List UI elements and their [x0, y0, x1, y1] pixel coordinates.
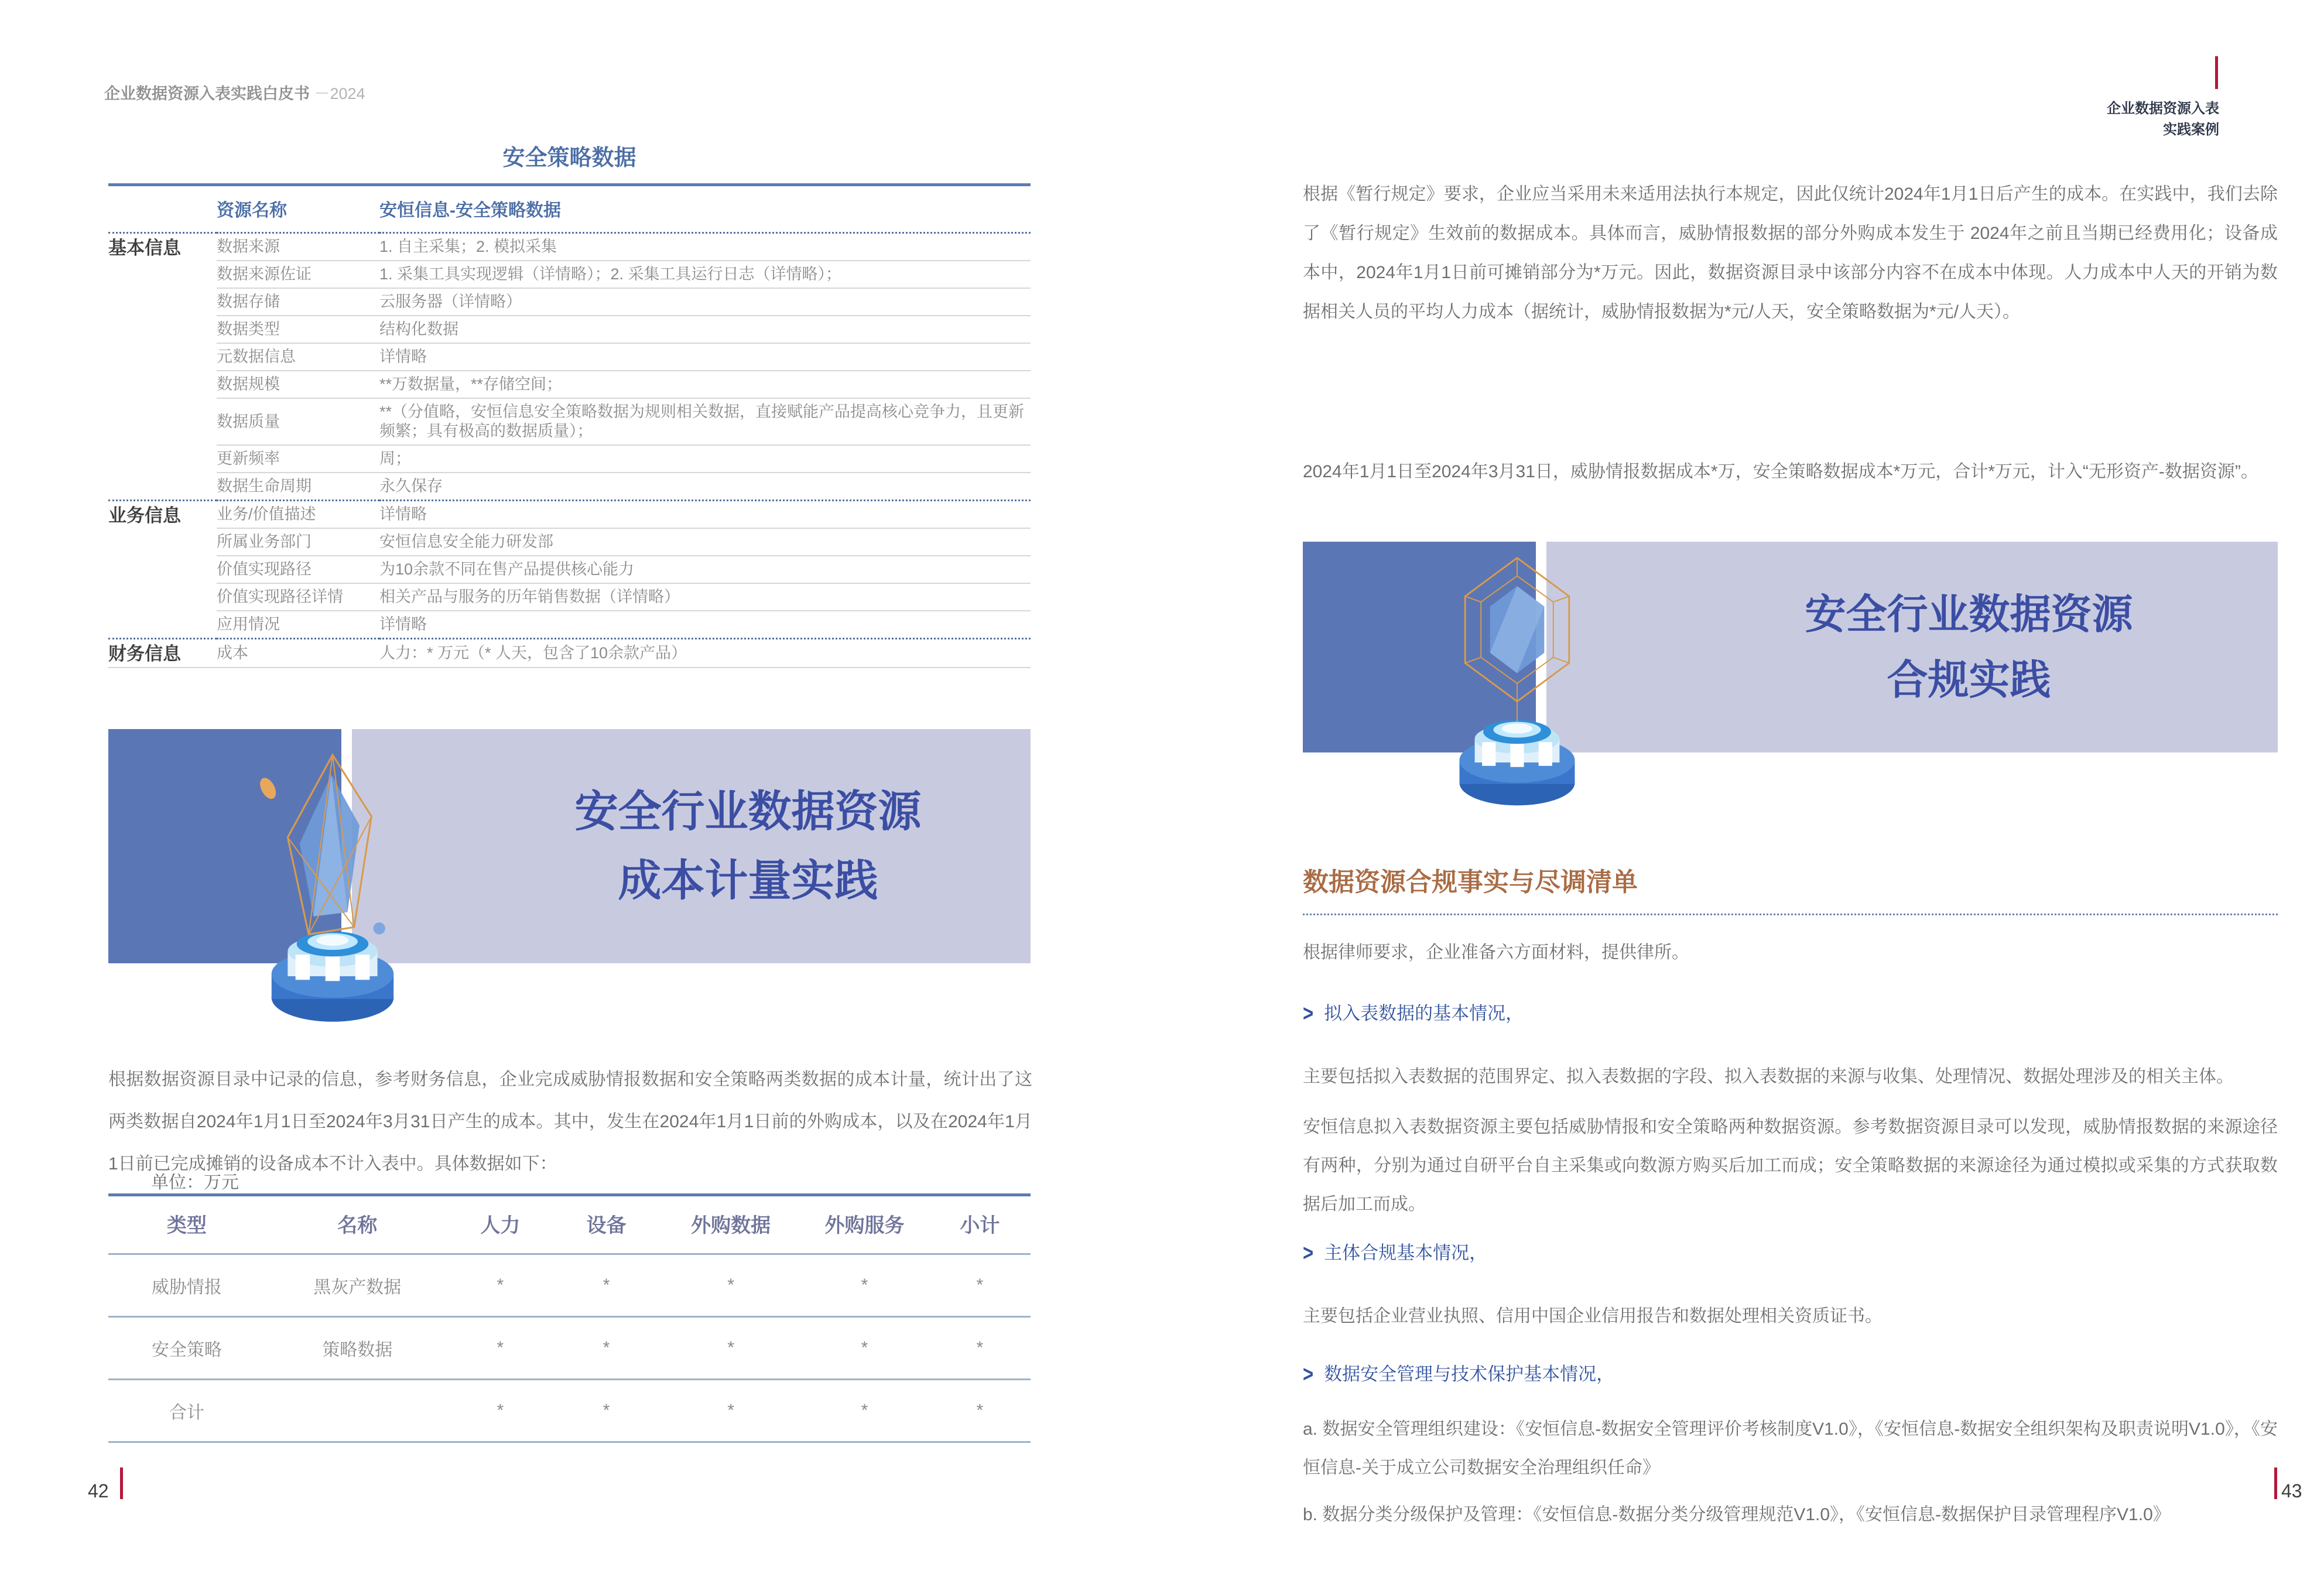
row-name: 所属业务部门 [217, 528, 379, 556]
table-row [108, 343, 1031, 371]
row-name: 数据生命周期 [217, 477, 312, 495]
row-value: 永久保存 [379, 477, 443, 495]
cost-cell: * [450, 1254, 551, 1317]
bullet-paragraph: b. 数据分类分级保护及管理：《安恒信息-数据分类分级管理规范V1.0》，《安恒信息-数据保护目录管理程序V1.0》 [1303, 1505, 2171, 1524]
row-value: 1. 采集工具实现逻辑（详情略）；2. 采集工具运行日志（详情略）； [379, 261, 1031, 288]
row-value: 为10余款不同在售产品提供核心能力 [379, 556, 1031, 583]
page-number-left: 42 [88, 1480, 109, 1501]
bullet-paragraph: 安恒信息拟入表数据资源主要包括威胁情报和安全策略两种数据资源。参考数据资源目录可以发现，威胁情报数据的来源途径有两种，分别为通过自研平台自主采集或向数源方购买后加工而成；安全策略数据的来源途径为通过模拟或采集的方式获取数据后加工而成。 [1303, 1117, 2278, 1214]
group-label: 业务信息 [108, 505, 181, 526]
cost-cell: * [551, 1380, 662, 1442]
section-heading-rule [1303, 914, 2278, 915]
bullet-label: 数据安全管理与技术保护基本情况， [1324, 1364, 1615, 1384]
group-label: 财务信息 [108, 644, 181, 664]
bullet-label: 主体合规基本情况， [1324, 1243, 1488, 1263]
cost-header: 类型 [108, 1196, 265, 1254]
page-number-red-bar [2274, 1467, 2277, 1499]
banner-title-line2: 成本计量实践 [618, 856, 878, 905]
cost-cell: * [662, 1317, 800, 1380]
row-value: **万数据量，**存储空间； [379, 371, 1031, 398]
cost-header: 外购数据 [662, 1196, 800, 1254]
table-row [108, 1254, 1031, 1317]
row-value: 详情略 [379, 343, 1031, 371]
corner-title-line1: 企业数据资源入表 [2107, 101, 2219, 117]
bullet-item-3 [1303, 1359, 2278, 1386]
cost-cell: * [662, 1380, 800, 1442]
bullet-item-1 [1303, 998, 2278, 1025]
row-value: 结构化数据 [379, 316, 1031, 343]
corner-title-line2: 实践案例 [2163, 122, 2219, 138]
table-row [108, 611, 1031, 639]
row-name: 数据存储 [217, 288, 379, 316]
table-row [108, 473, 1031, 501]
chapter-banner-compliance [1303, 542, 2278, 752]
table-row [108, 371, 1031, 398]
cost-cell: * [800, 1254, 929, 1317]
cost-header: 设备 [551, 1196, 662, 1254]
cost-cell: 威胁情报 [108, 1254, 265, 1317]
catalog-group-basic [108, 233, 1031, 501]
chevron-right-icon: > [1303, 1240, 1314, 1266]
cost-cell: * [800, 1380, 929, 1442]
group-label: 基本信息 [108, 238, 181, 258]
table-row [108, 583, 1031, 611]
catalog-header-value: 安恒信息-安全策略数据 [379, 201, 561, 220]
cost-cell: * [929, 1254, 1031, 1317]
banner-title [1678, 581, 2260, 713]
row-name: 数据规模 [217, 371, 379, 398]
row-value: 详情略 [379, 615, 427, 633]
cost-cell: * [450, 1380, 551, 1442]
row-name: 数据来源佐证 [217, 261, 379, 288]
section-intro: 根据律师要求，企业准备六方面材料，提供律所。 [1303, 943, 1689, 962]
row-name: 数据质量 [217, 398, 379, 445]
row-name: 应用情况 [217, 615, 280, 633]
cost-cell: * [551, 1254, 662, 1317]
bullet-label: 拟入表数据的基本情况， [1324, 1003, 1524, 1024]
page-number-red-bar [120, 1467, 123, 1499]
cost-cell: * [551, 1317, 662, 1380]
cost-cell: * [929, 1317, 1031, 1380]
row-name: 数据来源 [217, 233, 379, 261]
unit-label: 单位：万元 [151, 1173, 239, 1192]
table-row [108, 528, 1031, 556]
row-value: 1. 自主采集；2. 模拟采集 [379, 233, 1031, 261]
bullet-paragraph: 主要包括拟入表数据的范围界定、拟入表数据的字段、拟入表数据的来源与收集、处理情况、数据处理涉及的相关主体。 [1303, 1067, 2234, 1086]
catalog-header-name: 资源名称 [217, 201, 287, 220]
table-row [108, 288, 1031, 316]
row-value: 云服务器（详情略） [379, 288, 1031, 316]
banner-title-line1: 安全行业数据资源 [574, 787, 922, 836]
table-row [108, 261, 1031, 288]
bullet-paragraph: a. 数据安全管理组织建设：《安恒信息-数据安全管理评价考核制度V1.0》，《安恒信息-数据安全组织架构及职责说明V1.0》，《安恒信息-关于成立公司数据安全治理组织任命》 [1303, 1419, 2278, 1477]
table-row [108, 316, 1031, 343]
cost-table-section [108, 1193, 1031, 1443]
catalog-header-row [108, 186, 1031, 233]
table-row [108, 398, 1031, 445]
cost-header: 名称 [265, 1196, 450, 1254]
row-name: 更新频率 [217, 445, 379, 473]
row-value: 相关产品与服务的历年销售数据（详情略） [379, 583, 1031, 611]
page-number-right: 43 [2281, 1480, 2302, 1501]
table-row [108, 1380, 1031, 1442]
row-value: 安恒信息安全能力研发部 [379, 528, 1031, 556]
crystal-on-pedestal-icon [1426, 552, 1608, 812]
cost-header-row [108, 1196, 1031, 1254]
table-row [108, 501, 1031, 529]
compliance-paragraph-1: 根据《暂行规定》要求，企业应当采用未来适用法执行本规定，因此仅统计2024年1月1日后产生的成本。在实践中，我们去除了《暂行规定》生效前的数据成本。具体而言，威胁情报数据的部分外购成本发生于 2024年之前且当期已经费用化；设备成本中，2024年1月1日前可摊销部分为*万元。因此，数据资源目录中该部分内容不在成本中体现。人力成本中人天的开销为数据相关人员的平均人力成本（据统计，威胁情报数据为*元/人天，安全策略数据为*元/人天）。 [1303, 184, 2278, 321]
cost-cell: 合计 [108, 1380, 265, 1442]
row-name: 数据类型 [217, 316, 379, 343]
catalog-group-business [108, 501, 1031, 639]
row-name: 元数据信息 [217, 343, 379, 371]
table-row [108, 1317, 1031, 1380]
cost-cell: * [450, 1317, 551, 1380]
row-value: 周； [379, 445, 1031, 473]
cost-cell: 安全策略 [108, 1317, 265, 1380]
bullet-paragraph: 主要包括企业营业执照、信用中国企业信用报告和数据处理相关资质证书。 [1303, 1306, 1883, 1326]
row-name: 业务/价值描述 [217, 501, 379, 529]
row-value: **（分值略，安恒信息安全策略数据为规则相关数据，直接赋能产品提高核心竞争力，且更新频繁；具有极高的数据质量）； [379, 398, 1031, 445]
chapter-banner-cost [108, 729, 1031, 963]
banner-title-line1: 安全行业数据资源 [1805, 591, 2133, 637]
running-header-right [1932, 98, 2219, 141]
catalog-table-title: 安全策略数据 [502, 146, 636, 170]
cost-header: 人力 [450, 1196, 551, 1254]
section-heading: 数据资源合规事实与尽调清单 [1303, 868, 1638, 897]
cost-cell: * [662, 1254, 800, 1317]
compliance-paragraph-2: 2024年1月1日至2024年3月31日，威胁情报数据成本*万，安全策略数据成本*万元，合计*万元，计入“无形资产-数据资源”。 [1303, 462, 2258, 481]
bullet-item-2 [1303, 1238, 2278, 1264]
banner-title-line2: 合规实践 [1887, 657, 2051, 703]
table-row [108, 556, 1031, 583]
cost-paragraph: 根据数据资源目录中记录的信息，参考财务信息，企业完成威胁情报数据和安全策略两类数据的成本计量，统计出了这两类数据自2024年1月1日至2024年3月31日产生的成本。其中，发生在2024年1月1日前的外购成本，以及在2024年1月1日前已完成摊销的设备成本不计入表中。具体数据如下： [108, 1070, 1032, 1174]
crystal-on-pedestal-icon [236, 754, 429, 1029]
book-year: －2024 [314, 85, 365, 102]
corner-red-bar [2215, 56, 2218, 89]
chevron-right-icon: > [1303, 1000, 1314, 1027]
cost-cell [265, 1380, 450, 1442]
row-name: 价值实现路径 [217, 556, 379, 583]
cost-cell: * [929, 1380, 1031, 1442]
cost-cell: * [800, 1317, 929, 1380]
cost-header: 外购服务 [800, 1196, 929, 1254]
cost-header: 小计 [929, 1196, 1031, 1254]
chevron-right-icon: > [1303, 1361, 1314, 1387]
book-title: 企业数据资源入表实践白皮书 [104, 85, 310, 102]
row-name: 价值实现路径详情 [217, 583, 379, 611]
table-row [108, 639, 1031, 668]
banner-title [483, 777, 1013, 915]
catalog-table [108, 186, 1031, 668]
catalog-group-finance [108, 639, 1031, 668]
table-row [108, 445, 1031, 473]
cost-table [108, 1196, 1031, 1443]
catalog-header-spacer [108, 186, 217, 233]
table-row [108, 233, 1031, 261]
row-value: 详情略 [379, 501, 1031, 529]
catalog-table-section [108, 139, 1031, 668]
cost-cell: 黑灰产数据 [265, 1254, 450, 1317]
running-header-left [104, 81, 365, 104]
row-value: 人力：* 万元（* 人天，包含了10余款产品） [379, 644, 687, 662]
row-name: 成本 [217, 644, 248, 662]
cost-cell: 策略数据 [265, 1317, 450, 1380]
due-diligence-section [1303, 861, 2278, 1542]
